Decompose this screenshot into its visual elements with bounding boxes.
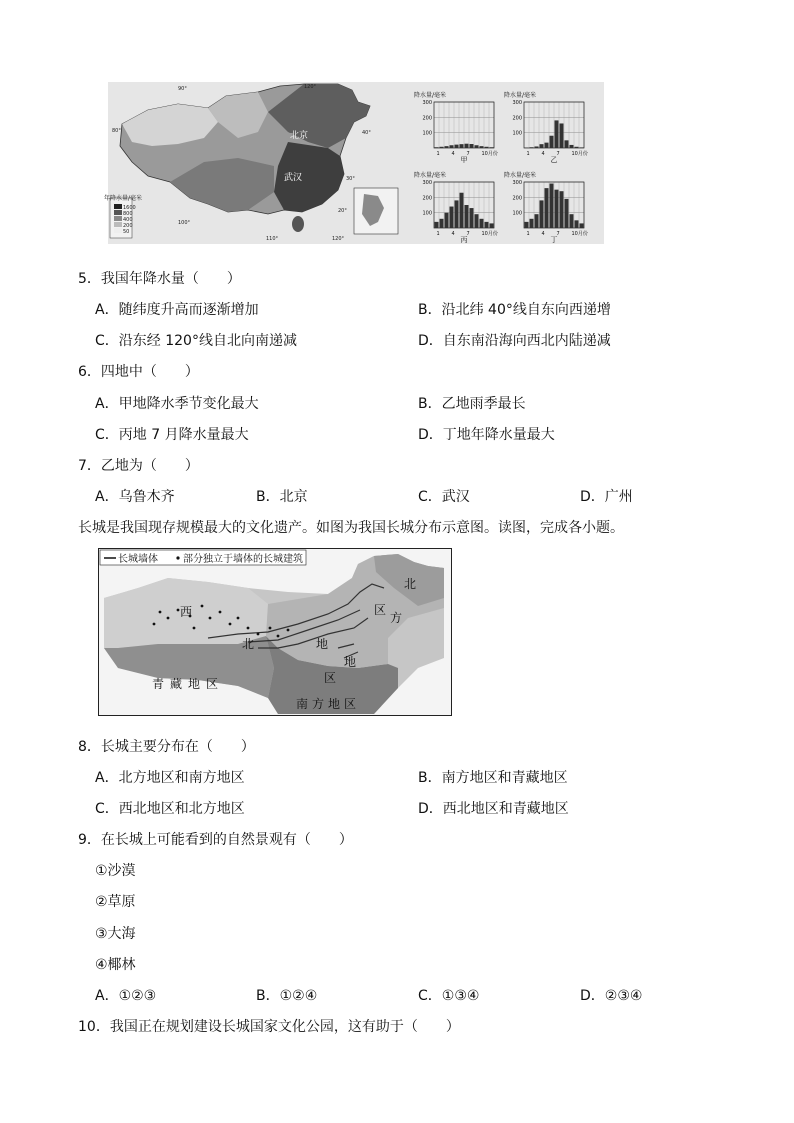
map-city-beijing: 北京 (290, 131, 309, 141)
chart-bar (470, 144, 474, 148)
chart-xtick-label: 10月份 (571, 151, 588, 157)
chart-xtick-label: 4 (451, 151, 455, 157)
chart-bar (445, 146, 449, 148)
chart-xtick-label: 4 (541, 231, 545, 237)
chart-bar (480, 219, 484, 228)
region-northwest-char: 北 (242, 637, 255, 651)
precipitation-figure (104, 82, 604, 244)
map-legend-value: 50 (123, 229, 130, 235)
map-lat-label: 20° (338, 208, 347, 214)
chart-xtick-label: 10月份 (571, 231, 588, 237)
chart-ytick-label: 200 (422, 115, 432, 122)
map-lon-label: 90° (178, 86, 187, 92)
q9-statement-3: ③大海 (95, 926, 136, 942)
chart-xtick-label: 7 (466, 231, 470, 237)
question-9-stem: 9．在长城上可能看到的自然景观有（ ） (78, 832, 353, 848)
chart-xtick-label: 1 (436, 151, 440, 157)
map-lon-label: 120° (304, 84, 317, 90)
chart-ytick-label: 200 (512, 115, 522, 122)
chart-bar (535, 146, 539, 148)
chart-bar (440, 147, 444, 148)
chart-bar (575, 220, 579, 228)
chart-bar (450, 207, 454, 228)
chart-bar (530, 219, 534, 228)
chart-bar (445, 213, 449, 228)
chart-bar (435, 222, 439, 228)
map-legend-value: 400 (123, 217, 133, 223)
chart-xtick-label: 7 (556, 231, 560, 237)
region-north-char: 北 (404, 577, 417, 591)
chart-bar (555, 190, 559, 228)
chart-bar (560, 123, 564, 148)
chart-bar (575, 147, 579, 148)
chart-ytick-label: 300 (512, 180, 522, 186)
chart-bar (565, 199, 569, 228)
chart-ytick-label: 100 (512, 130, 522, 137)
chart-bar (460, 193, 464, 228)
chart-xtick-label: 10月份 (481, 151, 498, 157)
chart-xtick-label: 1 (526, 151, 530, 157)
region-north-char: 方 (390, 611, 403, 625)
chart-ytick-label: 100 (422, 130, 432, 137)
chart-ytick-label: 200 (422, 195, 432, 202)
chart-bar (475, 214, 479, 228)
chart-bar (460, 144, 464, 148)
q7-option-c[interactable]: C．武汉 (418, 489, 470, 505)
chart-bar (570, 214, 574, 228)
great-wall-map (98, 548, 452, 716)
legend-building-label: 部分独立于墙体的长城建筑 (183, 554, 303, 565)
chart-ytick-label: 100 (422, 210, 432, 217)
chart-ylabel: 降水量/毫米 (414, 92, 447, 99)
question-10-stem: 10．我国正在规划建设长城国家文化公园，这有助于（ ） (78, 1019, 460, 1035)
q6-option-c[interactable]: C．丙地 7 月降水量最大 (95, 427, 249, 443)
chart-title: 甲 (460, 156, 468, 164)
chart-bar (545, 188, 549, 228)
chart-bar (580, 223, 584, 228)
q9-option-c[interactable]: C．①③④ (418, 988, 480, 1004)
q9-option-d[interactable]: D．②③④ (580, 988, 643, 1004)
chart-bar (450, 145, 454, 148)
region-north-char: 地 (344, 655, 357, 669)
chart-bar (435, 147, 439, 148)
chart-bar (560, 191, 564, 228)
map-legend-value: 200 (123, 223, 133, 229)
q5-option-d[interactable]: D．自东南沿海向西北内陆递减 (418, 333, 611, 349)
chart-title: 丙 (460, 236, 468, 244)
chart-xtick-label: 4 (541, 151, 545, 157)
q7-option-b[interactable]: B．北京 (256, 489, 308, 505)
q6-option-d[interactable]: D．丁地年降水量最大 (418, 427, 555, 443)
q6-option-a[interactable]: A．甲地降水季节变化最大 (95, 396, 259, 412)
legend-wall-label: 长城墙体 (118, 554, 158, 565)
chart-bar (480, 146, 484, 148)
q5-option-a[interactable]: A．随纬度升高而逐渐增加 (95, 302, 259, 318)
map-legend-value: 1600 (123, 205, 136, 211)
chart-bar (540, 200, 544, 228)
chart-bar (490, 147, 494, 148)
q8-option-d[interactable]: D．西北地区和青藏地区 (418, 801, 569, 817)
chart-bar (455, 200, 459, 228)
chart-bar (580, 147, 584, 148)
q9-option-b[interactable]: B．①②④ (256, 988, 318, 1004)
map-lon-label: 100° (178, 220, 191, 226)
map-city-wuhan: 武汉 (284, 173, 303, 183)
q9-statement-1: ①沙漠 (95, 863, 136, 879)
chart-bar (440, 219, 444, 228)
chart-ytick-label: 100 (512, 210, 522, 217)
region-south-label: 南方地区 (296, 697, 361, 711)
question-7-stem: 7．乙地为（ ） (78, 458, 199, 474)
q9-statement-4: ④椰林 (95, 957, 136, 973)
chart-ytick-label: 300 (512, 100, 522, 106)
q5-option-b[interactable]: B．沿北纬 40°线自东向西递增 (418, 302, 611, 318)
chart-ylabel: 降水量/毫米 (504, 172, 537, 179)
q7-option-d[interactable]: D．广州 (580, 489, 633, 505)
chart-bar (565, 140, 569, 148)
chart-xtick-label: 1 (526, 231, 530, 237)
map-lat-label: 40° (362, 130, 371, 136)
chart-ylabel: 降水量/毫米 (414, 172, 447, 179)
chart-bar (475, 145, 479, 148)
map-lon-label: 120° (332, 236, 345, 242)
question-6-stem: 6．四地中（ ） (78, 364, 199, 380)
region-northwest-char: 地 (316, 637, 329, 651)
chart-bar (485, 147, 489, 148)
chart-bar (555, 120, 559, 148)
region-northwest-char: 区 (374, 603, 387, 617)
chart-title: 丁 (550, 236, 558, 244)
region-qingzang-label: 青藏地区 (152, 677, 225, 691)
chart-bar (455, 145, 459, 148)
region-northwest-char: 西 (180, 605, 193, 619)
chart-xtick-label: 1 (436, 231, 440, 237)
chart-bar (570, 145, 574, 148)
chart-ylabel: 降水量/毫米 (504, 92, 537, 99)
chart-xtick-label: 7 (556, 151, 560, 157)
q9-statement-2: ②草原 (95, 894, 136, 910)
chart-bar (525, 222, 529, 228)
chart-bar (535, 214, 539, 228)
question-8-stem: 8．长城主要分布在（ ） (78, 739, 255, 755)
map-legend-title: 年降水量/毫米 (104, 195, 143, 202)
q6-option-b[interactable]: B．乙地雨季最长 (418, 396, 526, 412)
q9-option-a[interactable]: A．①②③ (95, 988, 157, 1004)
chart-bar (550, 184, 554, 228)
chart-title: 乙 (550, 156, 558, 164)
chart-bar (550, 136, 554, 148)
chart-bar (545, 143, 549, 148)
great-wall-intro: 长城是我国现存规模最大的文化遗产。如图为我国长城分布示意图。读图，完成各小题。 (78, 520, 624, 536)
chart-ytick-label: 300 (422, 180, 432, 186)
chart-bar (465, 144, 469, 148)
q8-option-c[interactable]: C．西北地区和北方地区 (95, 801, 245, 817)
chart-bar (540, 144, 544, 148)
chart-bar (470, 208, 474, 228)
region-north-char: 区 (324, 671, 337, 685)
q5-option-c[interactable]: C．沿东经 120°线自北向南递减 (95, 333, 297, 349)
question-5-stem: 5．我国年降水量（ ） (78, 271, 241, 287)
chart-bar (465, 205, 469, 228)
chart-bar (490, 223, 494, 228)
chart-ytick-label: 200 (512, 195, 522, 202)
map-lon-label: 110° (266, 236, 279, 242)
map-lat-label: 30° (346, 176, 355, 182)
chart-bar (530, 147, 534, 148)
q7-option-a[interactable]: A．乌鲁木齐 (95, 489, 175, 505)
chart-ytick-label: 300 (422, 100, 432, 106)
q8-option-a[interactable]: A．北方地区和南方地区 (95, 770, 245, 786)
map-lon-label: 80° (112, 128, 121, 134)
chart-bar (485, 222, 489, 228)
chart-xtick-label: 7 (466, 151, 470, 157)
chart-xtick-label: 4 (451, 231, 455, 237)
map-legend-value: 800 (123, 211, 133, 217)
q8-option-b[interactable]: B．南方地区和青藏地区 (418, 770, 568, 786)
chart-xtick-label: 10月份 (481, 231, 498, 237)
